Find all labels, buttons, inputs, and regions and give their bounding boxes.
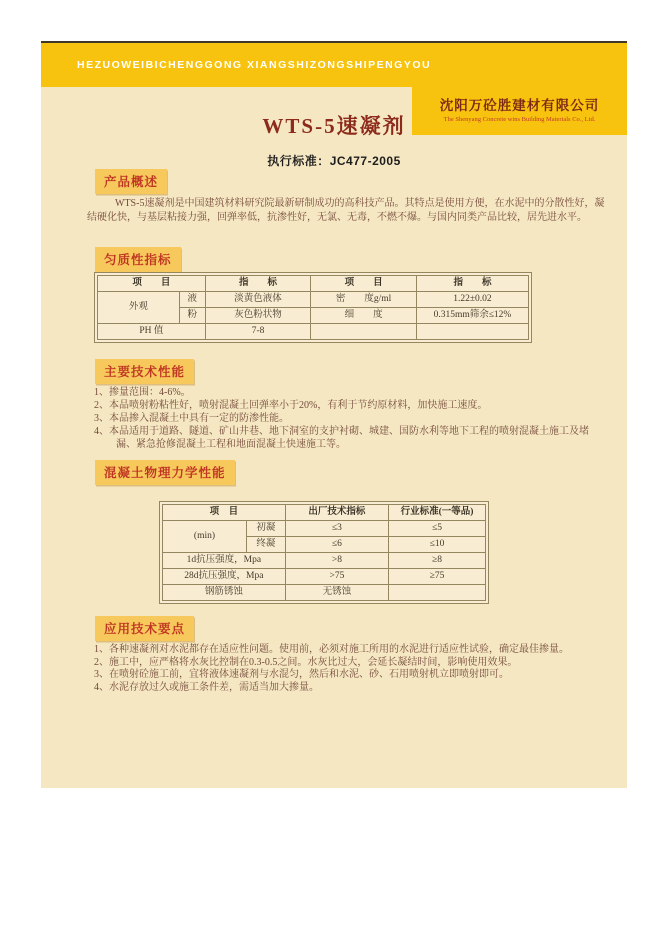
- cell-empty: [389, 585, 486, 601]
- cell-ph-label: PH 值: [98, 324, 206, 340]
- overview-paragraph: WTS-5速凝剂是中国建筑材料研究院最新研制成功的高科技产品。其特点是使用方便，在水泥中的分散性好，凝结硬化快，与基层粘接力强，回弹率低，抗渗性好，无氯、无毒，不燃不爆。与国内同类产品比较，居先进水平。: [87, 198, 605, 223]
- cell-d28-label: 28d抗压强度，Mpa: [163, 569, 286, 585]
- mechanics-table: [159, 501, 489, 604]
- cell-fineness-label: 细 度: [311, 308, 417, 324]
- col-header-item1: 项 目: [98, 276, 206, 292]
- col-header-index2: 指 标: [416, 276, 528, 292]
- section-heading-overview: 产品概述: [95, 169, 167, 194]
- table-row: [163, 521, 486, 537]
- cell-initial-label: 初凝: [246, 521, 285, 537]
- list-item: 3、本品掺入混凝土中具有一定的防渗性能。: [94, 413, 289, 424]
- company-name-cn: 沈阳万砼胜建材有限公司: [439, 98, 600, 113]
- col-header-factory: 出厂技术指标: [285, 505, 388, 521]
- product-sheet-page: [41, 41, 627, 788]
- slogan-text: HEZUOWEIBICHENGGONG XIANGSHIZONGSHIPENGYOU: [77, 59, 432, 71]
- cell-rust-label: 钢筋锈蚀: [163, 585, 286, 601]
- cell-initial-factory: ≤3: [285, 521, 388, 537]
- col-header-item: 项 目: [163, 505, 286, 521]
- section-heading-application: 应用技术要点: [95, 616, 194, 641]
- table-row: [98, 324, 529, 340]
- section-heading-mechanics: 混凝土物理力学性能: [95, 460, 235, 485]
- cell-powder: 粉: [179, 308, 205, 324]
- cell-rust-factory: 无锈蚀: [285, 585, 388, 601]
- cell-powder-value: 灰色粉状物: [205, 308, 311, 324]
- table-row: [163, 569, 486, 585]
- list-item: 2、本品喷射粉粘性好，喷射混凝土回弹率小于20%，有利于节约原材料，加快施工速度。: [94, 400, 488, 411]
- col-header-item2: 项 目: [311, 276, 417, 292]
- cell-final-factory: ≤6: [285, 537, 388, 553]
- list-item: 4、水泥存放过久或施工条件差，需适当加大掺量。: [94, 681, 319, 693]
- slogan-banner: [41, 43, 627, 87]
- cell-fineness-value: 0.315mm筛余≤12%: [416, 308, 528, 324]
- list-item: 1、掺量范围：4-6%。: [94, 387, 191, 398]
- company-name-en: The Shenyang Concrete wins Building Materials Co., Ltd.: [443, 116, 596, 123]
- cell-time-unit: (min): [163, 521, 247, 553]
- table-row: [98, 292, 529, 308]
- section-heading-performance: 主要技术性能: [95, 359, 194, 384]
- cell-appearance: 外观: [98, 292, 180, 324]
- application-list: [94, 644, 606, 694]
- cell-d1-industry: ≥8: [389, 553, 486, 569]
- list-item: 4、本品适用于道路、隧道、矿山井巷、地下洞室的支护衬砌、城建、国防水利等地下工程的喷射混凝土施工及堵漏、紧急抢修混凝土工程和地面混凝土快速施工等。: [94, 426, 589, 450]
- cell-d28-industry: ≥75: [389, 569, 486, 585]
- list-item: 3、在喷射砼施工前，宜将液体速凝剂与水混匀，然后和水泥、砂、石用喷射机立即喷射即可。: [94, 669, 509, 680]
- cell-empty: [311, 324, 417, 340]
- cell-final-industry: ≤10: [389, 537, 486, 553]
- execution-standard: 执行标准：JC477-2005: [267, 154, 401, 168]
- homogeneity-table-grid: [97, 275, 529, 340]
- list-item: 1、各种速凝剂对水泥都存在适应性问题。使用前，必须对施工所用的水泥进行适应性试验，确定最佳掺量。: [94, 644, 569, 655]
- cell-density-label: 密 度g/ml: [311, 292, 417, 308]
- table-row: [163, 553, 486, 569]
- col-header-index1: 指 标: [205, 276, 311, 292]
- cell-d1-factory: >8: [285, 553, 388, 569]
- cell-density-value: 1.22±0.02: [416, 292, 528, 308]
- table-row: [163, 505, 486, 521]
- cell-d28-factory: >75: [285, 569, 388, 585]
- cell-initial-industry: ≤5: [389, 521, 486, 537]
- performance-list: [94, 386, 601, 451]
- cell-liquid-value: 淡黄色液体: [205, 292, 311, 308]
- cell-final-label: 终凝: [246, 537, 285, 553]
- homogeneity-table: [94, 272, 532, 343]
- mechanics-table-grid: [162, 504, 486, 601]
- section-heading-homogeneity: 匀质性指标: [95, 247, 181, 272]
- cell-empty: [416, 324, 528, 340]
- col-header-industry: 行业标准(一等品): [389, 505, 486, 521]
- table-row: [163, 585, 486, 601]
- table-row: [98, 276, 529, 292]
- cell-d1-label: 1d抗压强度，Mpa: [163, 553, 286, 569]
- product-title: WTS-5速凝剂: [262, 114, 406, 138]
- cell-ph-value: 7-8: [205, 324, 311, 340]
- cell-liquid: 液: [179, 292, 205, 308]
- list-item: 2、施工中，应严格将水灰比控制在0.3-0.5之间。水灰比过大，会延长凝结时间，影响使用效果。: [94, 656, 518, 668]
